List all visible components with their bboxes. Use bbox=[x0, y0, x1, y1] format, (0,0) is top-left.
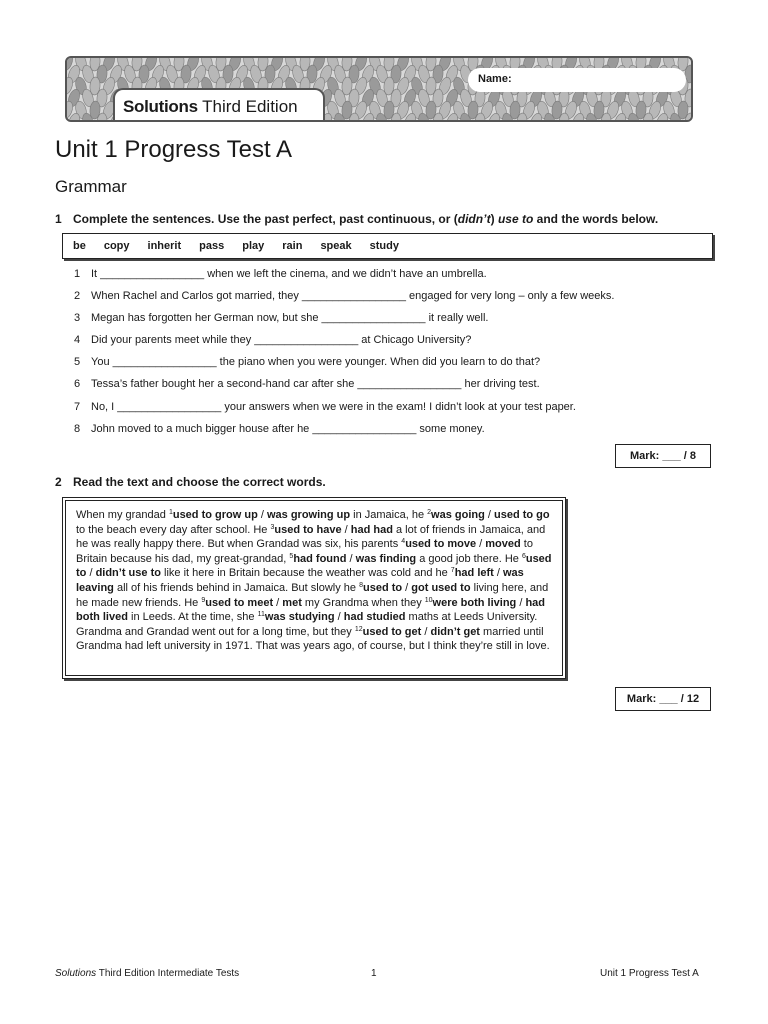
answer-option: was going bbox=[431, 509, 485, 521]
answer-option: didn’t use to bbox=[95, 567, 161, 580]
word-box-item: play bbox=[242, 240, 265, 252]
sentence-text: When Rachel and Carlos got married, they _________________ engaged for very long – only a few weeks. bbox=[91, 290, 615, 303]
sentence-number: 6 bbox=[74, 378, 81, 391]
answer-option: was finding bbox=[355, 552, 417, 565]
footer-page-number: 1 bbox=[371, 968, 377, 979]
q1-sentence bbox=[74, 290, 614, 312]
q1-instr-mid: ) bbox=[490, 212, 498, 226]
answer-option: had studied bbox=[343, 611, 406, 624]
passage-text: married until Grandma had left university in 1971. That was years ago, of course, but I think they’re still in love. bbox=[76, 625, 550, 653]
word-box-item: rain bbox=[282, 240, 303, 252]
q1-instruction bbox=[55, 212, 658, 226]
q1-instr-italic1: didn’t bbox=[457, 212, 491, 226]
section-heading: Grammar bbox=[55, 177, 127, 196]
q2-number: 2 bbox=[55, 475, 62, 489]
gap-number: 9 bbox=[201, 596, 206, 604]
gap-number: 1 bbox=[168, 509, 173, 516]
passage-text: / bbox=[346, 552, 356, 565]
footer-series: Solutions bbox=[55, 968, 97, 979]
q1-sentence bbox=[74, 401, 614, 423]
footer-left bbox=[55, 968, 239, 979]
passage-text: a lot of friends in Jamaica, and he was really happy there. But when Grandad was six, his parents bbox=[76, 523, 546, 551]
answer-option: had found bbox=[293, 552, 347, 565]
q2-instruction bbox=[55, 475, 326, 489]
q1-sentence bbox=[74, 356, 614, 378]
sentence-text: Did your parents meet while they _________________ at Chicago University? bbox=[91, 334, 472, 347]
passage-text: / bbox=[86, 567, 96, 580]
answer-option: got used to bbox=[411, 581, 471, 594]
answer-option: had both lived bbox=[76, 596, 546, 624]
q1-sentence bbox=[74, 423, 614, 445]
answer-option: had had bbox=[350, 523, 393, 536]
word-box-item: be bbox=[73, 240, 86, 252]
sentence-number: 2 bbox=[74, 290, 81, 303]
sentence-text: Tessa’s father bought her a second-hand car after she _________________ her driving test. bbox=[91, 378, 540, 391]
q1-sentence bbox=[74, 334, 614, 356]
answer-option: had left bbox=[454, 567, 494, 580]
gap-number: 10 bbox=[424, 596, 433, 604]
word-box bbox=[62, 233, 713, 259]
name-field[interactable] bbox=[468, 68, 686, 92]
passage-text: / bbox=[421, 625, 431, 638]
passage-text: my Grandma when they bbox=[301, 596, 425, 609]
gap-number: 8 bbox=[359, 581, 363, 589]
gap-number: 6 bbox=[521, 552, 526, 560]
brand-name: Solutions bbox=[123, 97, 198, 116]
answer-option: moved bbox=[485, 538, 521, 551]
page-title: Unit 1 Progress Test A bbox=[55, 136, 292, 163]
brand-edition: Third Edition bbox=[197, 97, 298, 116]
gap-number: 2 bbox=[427, 509, 432, 516]
passage-text: in Jamaica, he bbox=[350, 509, 428, 521]
sentence-text: No, I _________________ your answers when we were in the exam! I didn’t look at your test paper. bbox=[91, 400, 576, 413]
answer-option: were both living bbox=[432, 596, 517, 609]
q1-number: 1 bbox=[55, 212, 62, 226]
answer-option: used to have bbox=[274, 523, 342, 536]
q1-sentence-list bbox=[74, 268, 614, 445]
reading-passage bbox=[65, 500, 563, 676]
q1-instr-italic2: use to bbox=[497, 212, 534, 226]
answer-option: used to meet bbox=[205, 596, 274, 609]
gap-number: 3 bbox=[270, 523, 275, 531]
q1-mark-box: Mark: ___ / 8 bbox=[615, 444, 711, 468]
name-label: Name: bbox=[478, 73, 512, 85]
q1-sentence bbox=[74, 268, 614, 290]
passage-text: / bbox=[484, 509, 494, 521]
passage-text: like it here in Britain because the weather was cold and he bbox=[160, 567, 451, 580]
sentence-number: 3 bbox=[74, 312, 81, 325]
footer-series-rest: Third Edition Intermediate Tests bbox=[96, 968, 240, 979]
sentence-number: 4 bbox=[74, 334, 81, 347]
passage-text: / bbox=[273, 596, 283, 609]
passage-text: / bbox=[334, 611, 344, 624]
passage-text: When my grandad bbox=[76, 509, 169, 521]
q1-sentence bbox=[74, 378, 614, 400]
answer-option: used to bbox=[363, 581, 403, 594]
word-box-item: copy bbox=[103, 240, 130, 252]
answer-option: used to grow up bbox=[172, 509, 258, 521]
header-banner bbox=[65, 56, 693, 122]
passage-text: / bbox=[257, 509, 267, 521]
answer-option: was studying bbox=[264, 611, 335, 624]
sentence-number: 8 bbox=[74, 422, 81, 435]
answer-option: used to move bbox=[405, 538, 477, 551]
gap-number: 12 bbox=[354, 625, 363, 633]
word-box-item: study bbox=[369, 240, 399, 252]
passage-text: living here, and he made new friends. He bbox=[76, 581, 549, 609]
answer-option: was growing up bbox=[266, 509, 351, 521]
answer-option: used to bbox=[76, 552, 552, 580]
passage-text: to Britain because his dad, my great-grandad, bbox=[76, 538, 533, 565]
passage-text: / bbox=[493, 567, 503, 580]
passage-text: / bbox=[341, 523, 351, 536]
q2-instruction-text: Read the text and choose the correct words. bbox=[73, 475, 326, 489]
passage-text: / bbox=[402, 581, 412, 594]
sentence-text: John moved to a much bigger house after he _________________ some money. bbox=[91, 422, 485, 435]
answer-option: used to get bbox=[362, 625, 422, 638]
gap-number: 11 bbox=[257, 611, 265, 619]
gap-number: 4 bbox=[401, 538, 406, 546]
answer-option: didn’t get bbox=[430, 625, 480, 638]
answer-option: met bbox=[282, 596, 302, 609]
passage-text: all of his friends behind in Jamaica. But slowly he bbox=[113, 581, 360, 594]
sentence-text: It _________________ when we left the cinema, and we didn’t have an umbrella. bbox=[91, 268, 487, 280]
q2-mark-box: Mark: ___ / 12 bbox=[615, 687, 711, 711]
q1-instr-end: and the words below. bbox=[533, 212, 659, 226]
passage-text: in Leeds. At the time, she bbox=[127, 611, 258, 624]
brand-logo bbox=[113, 88, 325, 122]
footer-right: Unit 1 Progress Test A bbox=[600, 968, 699, 979]
passage-text: / bbox=[516, 596, 526, 609]
passage-text: to the beach every day after school. He bbox=[76, 523, 271, 536]
sentence-text: You _________________ the piano when you were younger. When did you learn to do that? bbox=[91, 356, 541, 369]
passage-text: / bbox=[476, 538, 486, 551]
sentence-text: Megan has forgotten her German now, but she _________________ it really well. bbox=[91, 312, 489, 325]
q1-instr-start: Complete the sentences. Use the past perfect, past continuous, or ( bbox=[73, 212, 458, 226]
gap-number: 5 bbox=[289, 552, 294, 560]
sentence-number: 5 bbox=[74, 356, 81, 369]
word-box-item: inherit bbox=[147, 240, 182, 252]
sentence-number: 7 bbox=[74, 400, 81, 413]
passage-text: maths at Leeds University. Grandma and Grandad went out for a long time, but they bbox=[76, 611, 538, 638]
passage-text: a good job there. He bbox=[416, 552, 522, 565]
gap-number: 7 bbox=[450, 567, 455, 575]
q1-sentence bbox=[74, 312, 614, 334]
answer-option: used to go bbox=[494, 509, 550, 521]
sentence-number: 1 bbox=[74, 268, 81, 280]
word-box-item: pass bbox=[199, 240, 225, 252]
word-box-item: speak bbox=[320, 240, 352, 252]
reading-text-box bbox=[62, 497, 566, 679]
answer-option: was leaving bbox=[76, 567, 524, 594]
